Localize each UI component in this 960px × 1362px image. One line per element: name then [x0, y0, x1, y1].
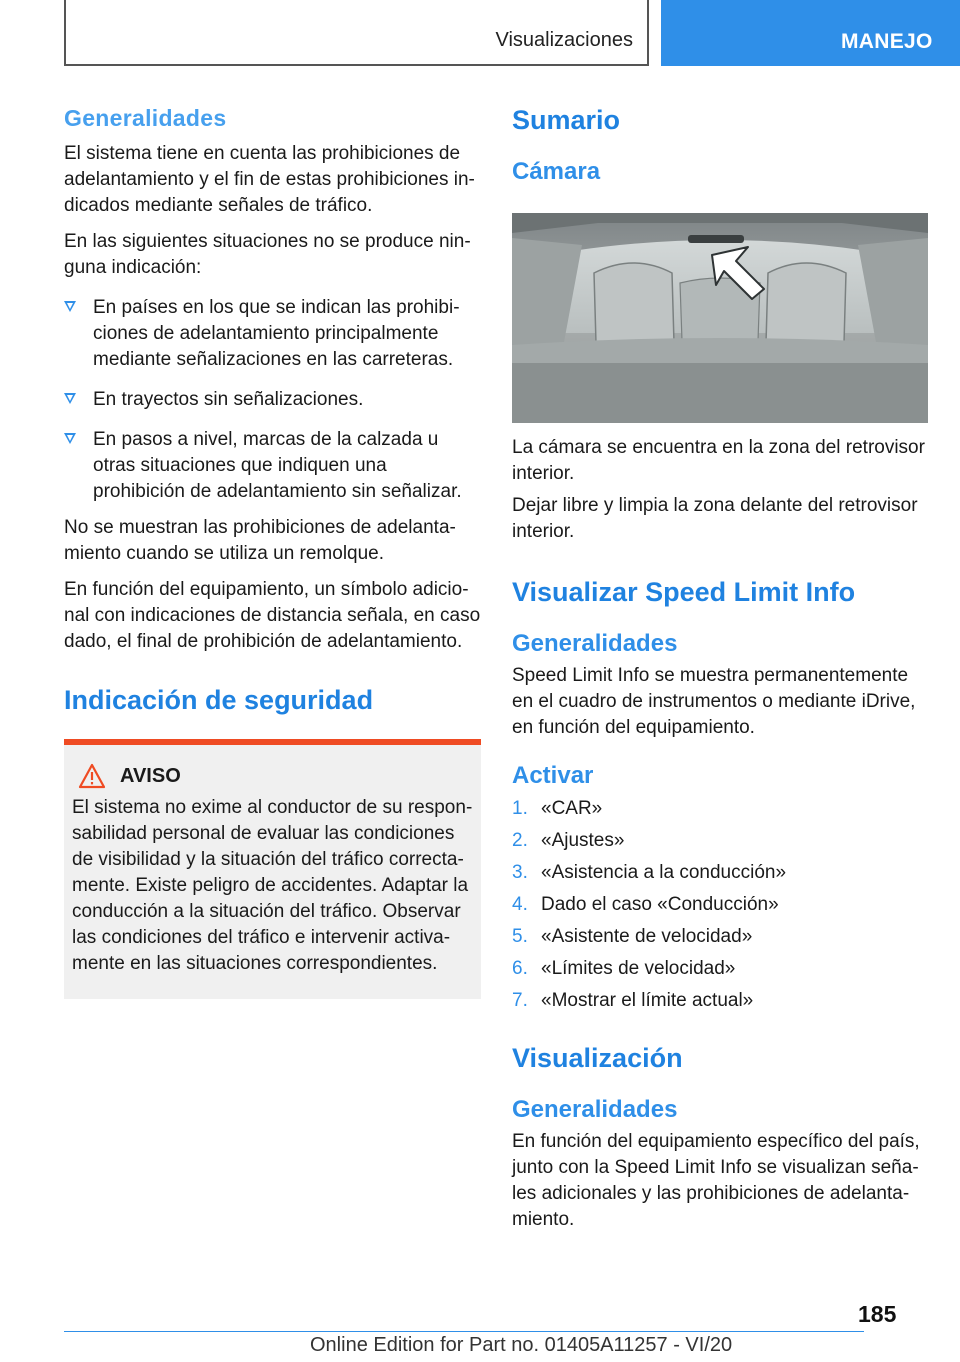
heading-generalidades: Generalidades [512, 630, 678, 657]
header-section-title: Visualizaciones [495, 29, 633, 51]
paragraph: Speed Limit Info se muestra permanentemente en el cuadro de instrumentos o mediante iDrive, en función del equipamiento. [512, 665, 916, 738]
heading-indicacion-seguridad: Indicación de seguridad [64, 685, 374, 715]
paragraph: La cámara se encuentra en la zona del retrovisor interior. [512, 437, 925, 484]
warning-text: El sistema no exime al conductor de su responsabilidad personal de evaluar las condiciones de visibilidad y la situación del tráfico correctamente. Existe peligro de accidentes. Adaptar la conducción a la situación del tráfico. Observar las condiciones del tráfico e intervenir activamente en las situaciones correspondientes. [72, 797, 473, 974]
paragraph: En función del equipamiento específico del país, junto con la Speed Limit Info se visualizan señales adicionales y las prohibiciones de adelantamiento. [512, 1131, 920, 1230]
list-item: 2. «Ajustes» [512, 830, 625, 851]
footer-rule [64, 1331, 864, 1332]
triangle-bullet-icon [64, 433, 76, 444]
paragraph: No se muestran las prohibiciones de adelantamiento cuando se utiliza un remolque. [64, 517, 456, 564]
bullet-item: En trayectos sin señalizaciones. [64, 387, 481, 413]
warning-header [72, 763, 473, 791]
list-item: 5. «Asistente de velocidad» [512, 926, 753, 947]
warning-block [64, 739, 481, 999]
warning-triangle-icon [78, 763, 106, 789]
heading-visualizacion: Visualización [512, 1043, 683, 1073]
camera-location-photo [512, 213, 928, 423]
warning-title: AVISO [120, 765, 181, 787]
right-column [512, 100, 930, 1233]
bullet-item: En pasos a nivel, marcas de la calzada u otras situaciones que indiquen una prohibición de adelantamiento sin señalizar. [64, 427, 481, 505]
paragraph: El sistema tiene en cuenta las prohibiciones de adelantamiento y el fin de estas prohibiciones indicados mediante señales de tráfico. [64, 143, 475, 216]
header-section-box [64, 0, 649, 66]
list-item: 4. Dado el caso «Conducción» [512, 894, 779, 915]
heading-visualizar-speed-limit-info: Visualizar Speed Limit Info [512, 577, 856, 607]
list-item: 1. «CAR» [512, 798, 603, 819]
paragraph: Dejar libre y limpia la zona delante del retrovisor interior. [512, 495, 918, 542]
list-item: 3. «Asistencia a la conducción» [512, 862, 787, 883]
heading-generalidades: Generalidades [64, 105, 227, 131]
footer-edition: Online Edition for Part no. 01405A11257 - VI/20 [310, 1334, 733, 1356]
paragraph: En las siguientes situaciones no se produce ninguna indicación: [64, 231, 471, 278]
header-chapter-label: MANEJO [841, 30, 933, 53]
heading-sumario: Sumario [512, 105, 621, 135]
triangle-bullet-icon [64, 301, 76, 312]
activation-steps-list [512, 793, 930, 1017]
heading-camara: Cámara [512, 158, 601, 185]
heading-activar: Activar [512, 762, 594, 789]
triangle-bullet-icon [64, 393, 76, 404]
header-chapter-tab [661, 0, 960, 66]
paragraph: En función del equipamiento, un símbolo adicional con indicaciones de distancia señala, en caso dado, el final de prohibición de adelantamiento. [64, 579, 481, 652]
bullet-item: En países en los que se indican las prohibiciones de adelantamiento principalmente mediante señalizaciones en las carreteras. [64, 295, 481, 373]
list-item: 6. «Límites de velocidad» [512, 958, 736, 979]
left-column [64, 100, 481, 999]
page-number: 185 [858, 1301, 897, 1327]
heading-generalidades: Generalidades [512, 1096, 678, 1123]
warning-box [64, 745, 481, 999]
list-item: 7. «Mostrar el límite actual» [512, 990, 754, 1011]
